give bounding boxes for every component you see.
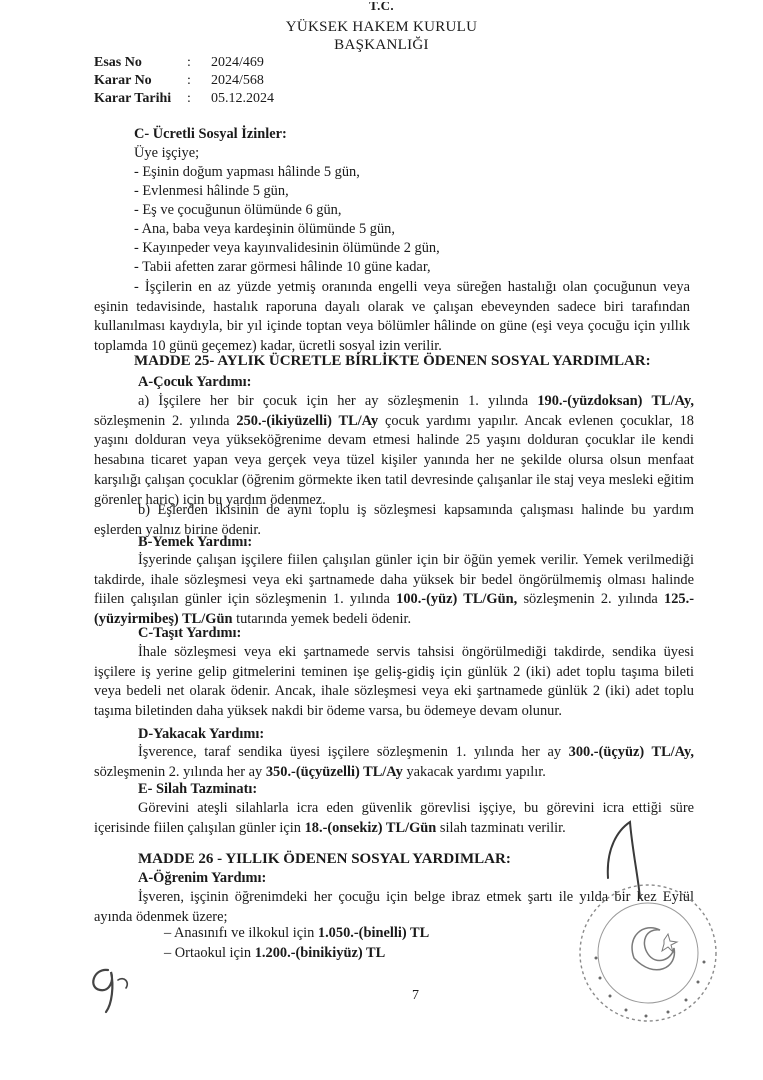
text-run: yakacak yardımı yapılır. (402, 763, 546, 780)
amount-text: 18.-(onsekiz) TL/Gün (304, 819, 437, 836)
text-run: silah tazminatı verilir. (436, 819, 566, 836)
header-court-name: YÜKSEK HAKEM KURULU (285, 19, 478, 35)
meta-label: Esas No (94, 55, 142, 70)
madde-25-title: MADDE 25- AYLIK ÜCRETLE BİRLİKTE ÖDENEN SOSYAL YARDIMLAR: (134, 353, 651, 369)
text-run: – Ortaokul için (164, 945, 255, 961)
meta-value: 2024/469 (211, 55, 264, 70)
meta-label: Karar Tarihi (94, 91, 172, 106)
meta-row-karar (94, 73, 394, 91)
silah-tazminati-title: E- Silah Tazminatı: (138, 781, 258, 797)
text-run: tutarında yemek bedeli ödenir. (232, 611, 412, 628)
meta-value: 05.12.2024 (211, 91, 274, 106)
ogrenim-yardimi-title: A-Öğrenim Yardımı: (138, 870, 267, 886)
leave-item: - Eşinin doğum yapması hâlinde 5 gün, (134, 164, 360, 180)
yemek-yardimi-title: B-Yemek Yardımı: (138, 534, 253, 550)
madde-26-title: MADDE 26 - YILLIK ÖDENEN SOSYAL YARDIMLAR: (138, 851, 511, 867)
leave-item: - Kayınpeder veya kayınvalidesinin ölümünde 2 gün, (134, 240, 440, 256)
meta-value: 2024/568 (211, 73, 264, 88)
text-run: İşverence, taraf sendika üyesi işçilere sözleşmenin 1. yılında her ay (138, 744, 569, 760)
page-number: 7 (412, 988, 419, 1003)
text-run: a) İşçilere her bir çocuk için her ay sözleşmenin 1. yılında (138, 393, 538, 409)
meta-separator: : (187, 73, 191, 88)
meta-label: Karar No (94, 73, 152, 88)
cocuk-yardimi-paragraph-a (94, 392, 694, 510)
yakacak-yardimi-title: D-Yakacak Yardımı: (138, 726, 265, 742)
text-run: – Anasınıfı ve ilkokul için (164, 925, 318, 941)
ogrenim-item-ortaokul (164, 945, 385, 962)
amount-text: 190.-(yüzdoksan) TL/Ay, (537, 393, 694, 409)
amount-text: 100.-(yüz) TL/Gün, (396, 591, 518, 608)
meta-row-esas (94, 55, 394, 73)
meta-row-karar-tarihi (94, 91, 394, 109)
text-run: sözleşmenin 2. yılında (517, 591, 665, 608)
meta-separator: : (187, 91, 191, 106)
leave-item: - Ana, baba veya kardeşinin ölümünde 5 gün, (134, 221, 395, 237)
leave-item: - Tabii afetten zarar görmesi hâlinde 10 güne kadar, (134, 259, 431, 275)
amount-text: 1.050.-(binelli) TL (317, 925, 430, 941)
ogrenim-item-ilkokul (164, 925, 429, 942)
section-c-intro: Üye işçiye; (134, 145, 200, 161)
amount-text: 1.200.-(binikiyüz) TL (254, 945, 386, 961)
text-run: İşyerinde çalışan işçilere fiilen çalışılan günler için bir öğün yemek verilir. Yemek verilmediği takdirde, ihale sözleşmesi veya eki şartnamede daha yüksek bir bedel öngörülmemiş olması halinde fiilen çalışılan günler için sözleşmenin 1. yılında (94, 552, 694, 608)
yemek-yardimi-paragraph (94, 551, 694, 630)
text-run: Görevini ateşli silahlarla icra eden güvenlik görevlisi işçiye, bu görevini icra ettiği süre içerisinde fiilen çalışılan günler için (94, 800, 694, 836)
amount-text: 350.-(üçyüzelli) TL/Ay (265, 763, 403, 780)
meta-separator: : (187, 55, 191, 70)
header-presidency: BAŞKANLIĞI (334, 37, 429, 53)
tasit-yardimi-title: C-Taşıt Yardımı: (138, 625, 242, 641)
text-run: çocuk yardımı yapılır. Ancak evlenen çocuklar, 18 yaşını dolduran veya yükseköğrenime devam etmesi halinde 25 yaşını dolduran çocuklar ile kendi hesabına ticaret yapan veya gerçek veya tüzel kişiler yanında her ne şekilde olursa olsun menfaat karşılığı çalışan çocuklar (öğrenim görmekte iken tatil devresinde çalışanlar ile staj veya mesleki eğitim görenler hariç) için bu yardım ödenmez. (94, 412, 694, 508)
meta-block (94, 55, 394, 115)
amount-text: 300.-(üçyüz) TL/Ay, (568, 744, 694, 760)
section-c-title: C- Ücretli Sosyal İzinler: (134, 126, 287, 142)
yakacak-yardimi-paragraph (94, 743, 694, 782)
header-tc: T.C. (369, 2, 394, 13)
text-run: sözleşmenin 2. yılında her ay (94, 763, 266, 780)
leave-item-disabled-child: - İşçilerin en az yüzde yetmiş oranında engelli veya süreğen hastalığı olan çocuğunun veya eşinin tedavisinde, hastalık raporuna dayalı olarak ve çalışan ebeveynden sadece biri tarafından kullanılması kaydıyla, bir yıl içinde toptan veya bölümler hâlinde on güne (eşi veya çocuğu için yıllık toplamda 10 günü geçemez) kadar, ücretli sosyal izin verilir. (94, 279, 690, 355)
amount-text: 125.-(yüzyirmibeş) TL/Gün (94, 591, 695, 628)
seal-stamp (548, 818, 738, 1028)
text-run: sözleşmenin 2. yılında (94, 412, 237, 429)
tasit-yardimi-paragraph: İhale sözleşmesi veya eki şartnamede servis tahsisi öngörülmediği takdirde, sendika üyesi işçilere iş yerine gelip gitmelerini teminen işe geliş-gidiş için günlük 2 (iki) adet toplu taşıma bileti veya bedeli net olarak ödenir. Ancak, ihale sözleşmesi veya eki şartnamede günlük 2 (iki) adet toplu taşıma biletinden daha yüksek nakdi bir ödeme varsa, bu ödemeye devam olunur. (94, 644, 694, 720)
leave-item: - Eş ve çocuğunun ölümünde 6 gün, (134, 202, 342, 218)
leave-item: - Evlenmesi hâlinde 5 gün, (134, 183, 289, 199)
cocuk-yardimi-title: A-Çocuk Yardımı: (138, 374, 252, 390)
cocuk-yardimi-paragraph-b: b) Eşlerden ikisinin de aynı toplu iş sözleşmesi kapsamında çalışması halinde bu yardım eşlerden yalnız birine ödenir. (94, 502, 694, 538)
handwritten-initial (78, 960, 148, 1020)
ogrenim-yardimi-paragraph: İşveren, işçinin öğrenimdeki her çocuğu için belge ibraz etmek şartı ile yılda bir kez Eylül ayında ödenmek üzere; (94, 889, 694, 925)
amount-text: 250.-(ikiyüzelli) TL/Ay (236, 412, 379, 429)
